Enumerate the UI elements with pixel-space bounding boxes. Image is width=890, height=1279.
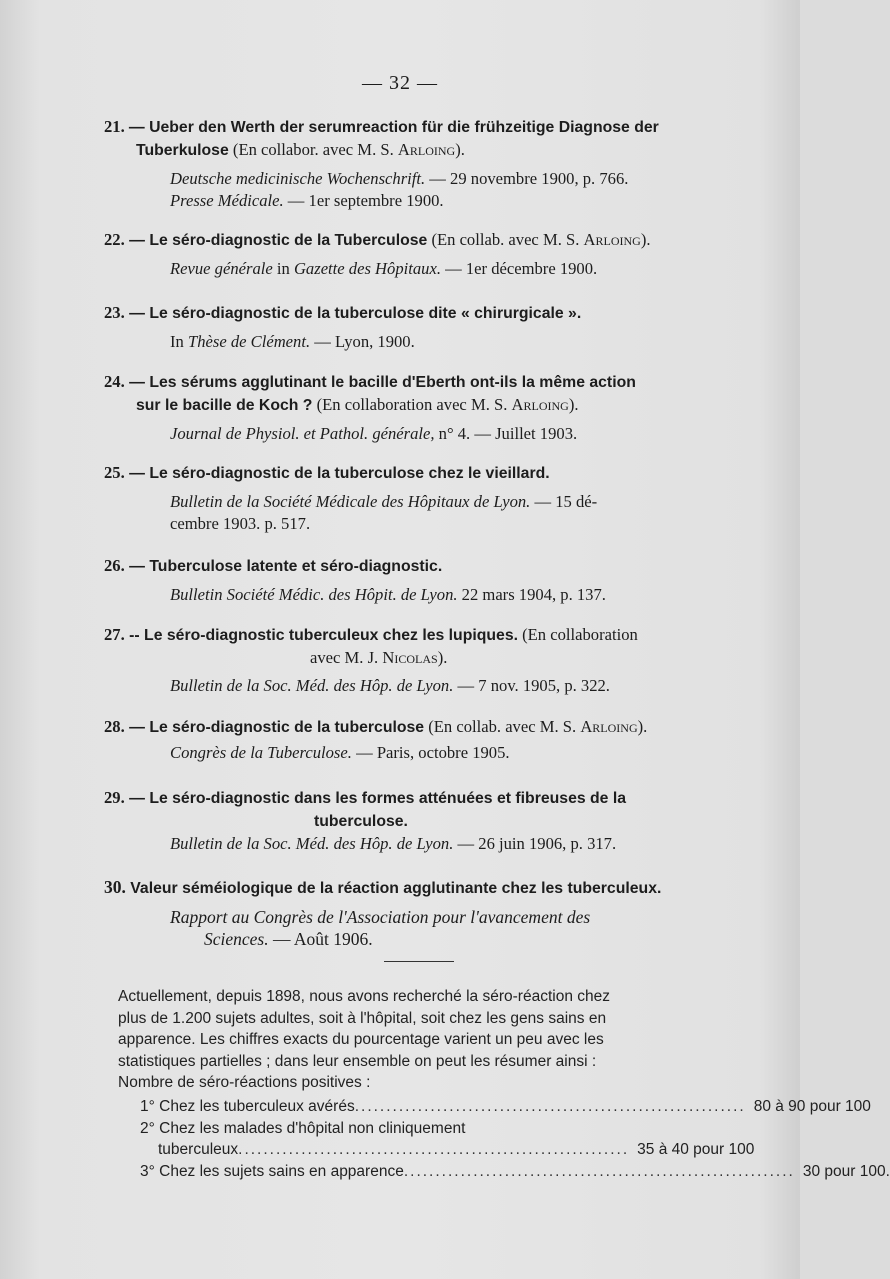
entry-reference: Bulletin Société Médic. des Hôpit. de Lyon. 22 mars 1904, p. 137. — [170, 585, 606, 604]
entry-number: 28. — [104, 717, 125, 736]
entry-number: 24. — [104, 372, 125, 391]
entry-title: 29. — Le séro-diagnostic dans les formes atténuées et fibreuses de la — [104, 788, 627, 807]
section-divider — [384, 961, 454, 962]
entry-number: 22. — [104, 230, 125, 249]
bibliography-entry-29: 29. — Le séro-diagnostic dans les formes atténuées et fibreuses de la tuberculose. Bulletin de la Soc. Méd. des Hôp. de Lyon. — 26 juin 1906, p. 317. — [104, 787, 732, 855]
entry-reference: Journal de Physiol. et Pathol. générale, n° 4. — Juillet 1903. — [170, 424, 578, 443]
bibliography-entry-24: 24. — Les sérums agglutinant le bacille d'Eberth ont-ils la même action sur le bacille de Koch ? (En collaboration avec M. S. Arloing). Journal de Physiol. et Pathol. générale, n° 4. — Juillet 1903. — [104, 371, 732, 445]
entry-reference: Bulletin de la Soc. Méd. des Hôp. de Lyon. — 7 nov. 1905, p. 322. — [170, 676, 610, 695]
entry-number: 30. — [104, 877, 126, 897]
entry-title: 23. — Le séro-diagnostic de la tuberculose dite « chirurgicale ». — [104, 303, 582, 322]
entry-reference: Bulletin de la Soc. Méd. des Hôp. de Lyon. — 26 juin 1906, p. 317. — [170, 834, 617, 853]
entry-title: 27. -- Le séro-diagnostic tuberculeux chez les lupiques. (En collaboration — [104, 625, 638, 644]
entry-title: 25. — Le séro-diagnostic de la tuberculose chez le vieillard. — [104, 463, 550, 482]
entry-title: 26. — Tuberculose latente et séro-diagnostic. — [104, 556, 443, 575]
entry-number: 27. — [104, 625, 125, 644]
entry-reference: Bulletin de la Société Médicale des Hôpitaux de Lyon. — 15 dé- — [170, 492, 598, 511]
entry-title: 24. — Les sérums agglutinant le bacille d'Eberth ont-ils la même action — [104, 372, 636, 391]
entry-number: 26. — [104, 556, 125, 575]
statistics-list: 1° Chez les tuberculeux avérés .............................................................. 80 à 90 pour 100 2° Chez les malades d'hôpital non cliniquement tuberculeux .............................................................. 35 à 40 pour 100 3° Chez les sujets sains en apparence .............................................................. 30 pour 100. — [140, 1096, 704, 1182]
bibliography-entry-30: 30. Valeur séméiologique de la réaction agglutinante chez les tuberculeux. Rapport au Congrès de l'Association pour l'avancement des Sciences. — Août 1906. — [104, 876, 732, 950]
entry-reference: Rapport au Congrès de l'Association pour l'avancement des — [170, 907, 591, 927]
entry-title: 30. Valeur séméiologique de la réaction agglutinante chez les tuberculeux. — [104, 877, 662, 897]
entry-reference: Deutsche medicinische Wochenschrift. — 29 novembre 1900, p. 766. — [170, 169, 629, 188]
summary-paragraph: Actuellement, depuis 1898, nous avons recherché la séro-réaction chez plus de 1.200 sujets adultes, soit à l'hôpital, soit chez les gens sains en apparence. Les chiffres exacts du pourcentage varient un peu avec les statistiques partielles ; dans leur ensemble on peut les résumer ainsi : Nombre de séro-réactions positives : — [118, 988, 610, 1091]
bibliography-entry-23 — [104, 302, 732, 353]
bibliography-entry-22 — [104, 229, 732, 280]
entry-title: 21. — Ueber den Werth der serumreaction für die frühzeitige Diagnose der — [104, 117, 659, 136]
bibliography-entry-28 — [104, 716, 732, 764]
entry-reference: In Thèse de Clément. — Lyon, 1900. — [170, 332, 415, 351]
entry-reference: Revue générale in Gazette des Hôpitaux. — 1er décembre 1900. — [170, 259, 598, 278]
entry-reference: Presse Médicale. — 1er septembre 1900. — [170, 191, 444, 210]
page-number: — 32 — — [362, 72, 438, 94]
stat-row: 1° Chez les tuberculeux avérés .............................................................. 80 à 90 pour 100 — [140, 1098, 871, 1115]
entry-number: 21. — [104, 117, 125, 136]
entry-title: 28. — Le séro-diagnostic de la tuberculose (En collab. avec M. S. Arloing). — [104, 717, 648, 736]
bibliography-entry-25: 25. — Le séro-diagnostic de la tuberculose chez le vieillard. Bulletin de la Société Médicale des Hôpitaux de Lyon. — 15 dé- cembre 1903. p. 517. — [104, 462, 732, 535]
entry-number: 23. — [104, 303, 125, 322]
bibliography-entry-27: 27. -- Le séro-diagnostic tuberculeux chez les lupiques. (En collaboration avec M. J. Nicolas). Bulletin de la Soc. Méd. des Hôp. de Lyon. — 7 nov. 1905, p. 322. — [104, 624, 732, 697]
bibliography-entry-26 — [104, 555, 732, 606]
entry-number: 25. — [104, 463, 125, 482]
stat-row: 3° Chez les sujets sains en apparence .............................................................. 30 pour 100. — [140, 1162, 890, 1180]
entry-number: 29. — [104, 788, 125, 807]
entry-title: 22. — Le séro-diagnostic de la Tuberculose (En collab. avec M. S. Arloing). — [104, 230, 651, 249]
entry-reference: Congrès de la Tuberculose. — Paris, octobre 1905. — [170, 743, 510, 762]
stat-row: 2° Chez les malades d'hôpital non cliniquement — [140, 1119, 466, 1137]
bibliography-entry-21: 21. — Ueber den Werth der serumreaction für die frühzeitige Diagnose der Tuberkulose (En collabor. avec M. S. Arloing). Deutsche medicinische Wochenschrift. — 29 novembre 1900, p. 766. Presse Médicale. — 1er septembre 1900. — [104, 116, 732, 212]
